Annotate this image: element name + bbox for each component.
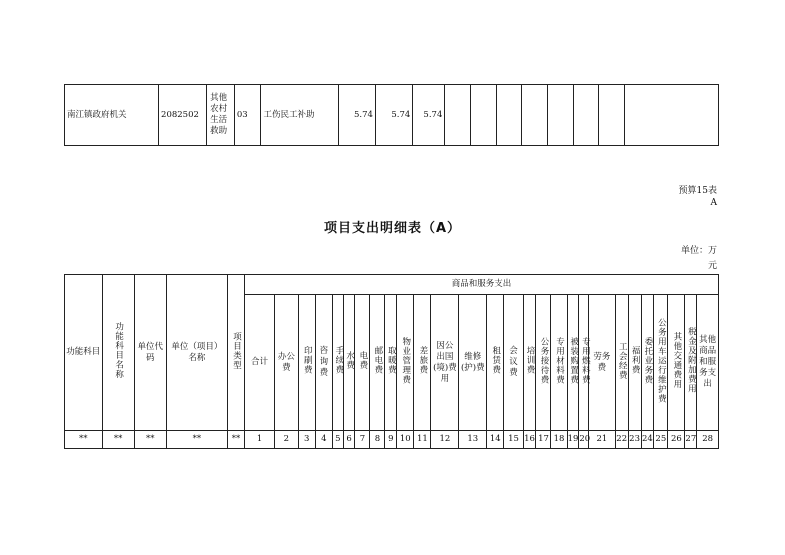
header-project-type: 项目类型 [227,275,244,431]
index-cell: 27 [685,431,697,449]
index-cell: 11 [414,431,431,449]
amount-cell: 5.74 [375,85,412,146]
func-name-cell: 其他农村生活救助 [207,85,235,146]
header-func-name: 功能科目名称 [102,275,134,431]
col-header: 委托业务费 [641,295,654,431]
empty-cell [624,85,718,146]
col-header: 被装购置费 [567,295,579,431]
index-cell: 20 [579,431,589,449]
header-group: 商品和服务支出 [245,275,719,295]
col-header: 会议费 [504,295,523,431]
header-row [65,275,719,295]
index-row [65,431,719,449]
header-unit-name: 单位（项目）名称 [166,275,227,431]
index-cell: 4 [315,431,332,449]
col-header: 合计 [245,295,275,431]
amount-cell: 5.74 [413,85,445,146]
index-cell: 5 [332,431,343,449]
col-header: 税金及附加费用 [685,295,697,431]
index-cell: 1 [245,431,275,449]
unit-label: 单位：万 [680,246,717,256]
form-number: 预算15表 [678,186,717,196]
index-cell: 2 [275,431,299,449]
func-code-cell: 2082502 [159,85,207,146]
index-cell: 25 [654,431,668,449]
index-cell: ** [102,431,134,449]
page-title: 项目支出明细表（A） [323,221,462,236]
col-header: 维修(护)费 [459,295,487,431]
col-header: 其他商品和服务支出 [697,295,719,431]
index-cell: 17 [536,431,551,449]
col-header: 培训费 [523,295,536,431]
col-header: 专用燃料费 [579,295,589,431]
index-cell: 9 [385,431,397,449]
index-cell: 13 [459,431,487,449]
index-cell: 7 [355,431,370,449]
col-header: 公务接待费 [536,295,551,431]
index-cell: 15 [504,431,523,449]
index-cell: 3 [298,431,315,449]
index-cell: ** [134,431,166,449]
empty-cell [599,85,625,146]
col-header: 取暖费 [385,295,397,431]
col-header: 公务用车运行维护费 [654,295,668,431]
empty-cell [547,85,573,146]
index-cell: 12 [431,431,459,449]
index-cell: ** [227,431,244,449]
index-cell: 21 [588,431,615,449]
col-header: 其他交通费用 [668,295,685,431]
header-unit-code: 单位代码 [134,275,166,431]
empty-cell [496,85,522,146]
col-header: 咨询费 [315,295,332,431]
index-cell: ** [166,431,227,449]
col-header: 福利费 [628,295,641,431]
col-header: 手续费 [332,295,343,431]
header-func-code: 功能科目 [65,275,103,431]
index-cell: 10 [397,431,414,449]
col-header: 印刷费 [298,295,315,431]
col-header: 差旅费 [414,295,431,431]
index-cell: 6 [343,431,355,449]
col-header: 水费 [343,295,355,431]
index-cell: 22 [615,431,628,449]
col-header: 办公费 [275,295,299,431]
empty-cell [573,85,599,146]
index-cell: 16 [523,431,536,449]
project-expense-table [64,274,719,449]
index-cell: 23 [628,431,641,449]
empty-cell [445,85,471,146]
index-cell: 18 [551,431,567,449]
index-cell: 24 [641,431,654,449]
col-header: 工会经费 [615,295,628,431]
table-row [65,85,719,146]
amount-cell: 5.74 [338,85,375,146]
index-cell: 14 [487,431,504,449]
project-type-cell: 03 [234,85,260,146]
unit-name-cell: 南江镇政府机关 [65,85,159,146]
col-header: 劳务费 [588,295,615,431]
unit-label-cont: 元 [707,261,717,271]
top-table-fragment [64,84,719,146]
index-cell: 26 [668,431,685,449]
col-header: 邮电费 [370,295,385,431]
col-header: 专用材料费 [551,295,567,431]
index-cell: 8 [370,431,385,449]
col-header: 电费 [355,295,370,431]
col-header: 租赁费 [487,295,504,431]
col-header: 物业管理费 [397,295,414,431]
index-cell: 28 [697,431,719,449]
empty-cell [522,85,548,146]
form-suffix: A [710,198,717,208]
empty-cell [471,85,497,146]
col-header: 因公出国(境)费用 [431,295,459,431]
index-cell: ** [65,431,103,449]
project-name-cell: 工伤民工补助 [260,85,338,146]
index-cell: 19 [567,431,579,449]
